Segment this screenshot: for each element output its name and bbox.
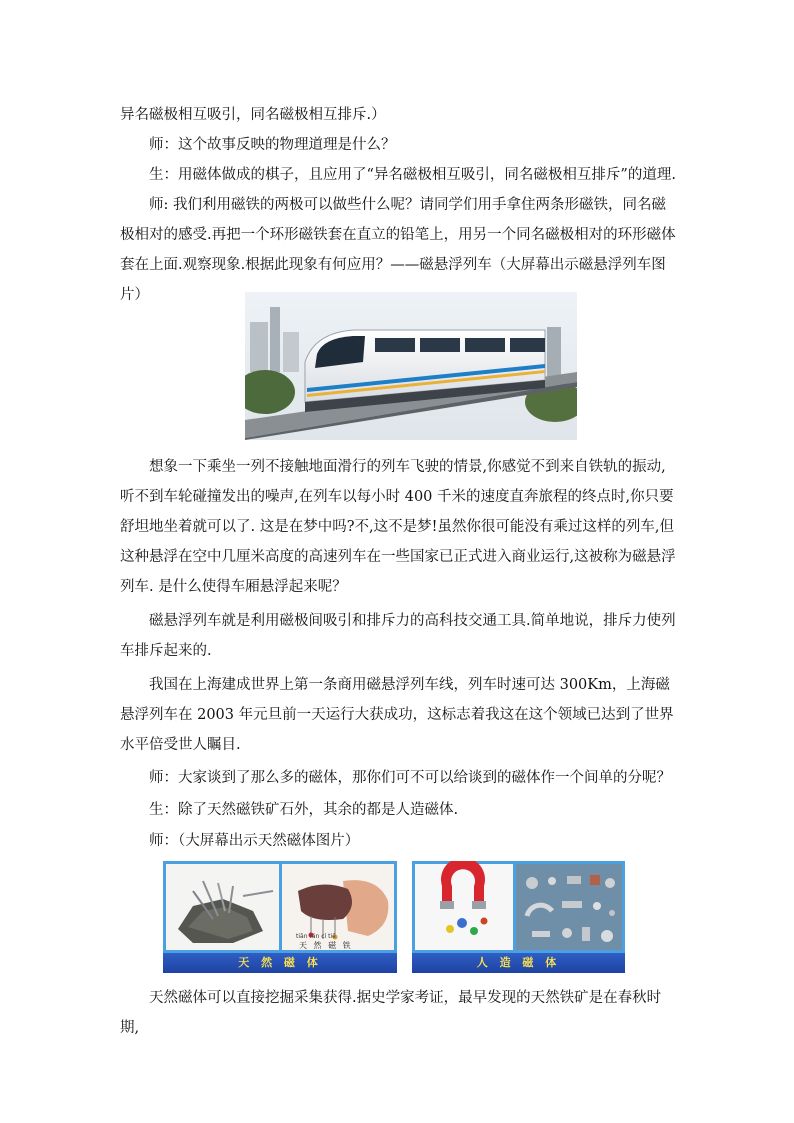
paragraph-4: 师: 我们利用磁铁的两极可以做些什么呢？请同学们用手拿住两条形磁铁，同名磁极相对的感受.再把一个环形磁铁套在直立的铅笔上，用另一个同名磁极相对的环形磁体套在上面.观察现象.根据此现象有何应用？——磁悬浮列车（大屏幕出示磁悬浮列车图片） (120, 197, 676, 303)
natural-pinyin-label: tiān rán cí tiě (296, 933, 336, 940)
artificial-magnets-image (412, 861, 625, 973)
paragraph-9: 生：除了天然磁铁矿石外，其余的都是人造磁体. (149, 802, 459, 818)
paragraph-5: 想象一下乘坐一列不接触地面滑行的列车飞驶的情景,你感觉不到来自铁轨的振动,听不到车轮碰撞发出的噪声,在列车以每小时 400 千米的速度直奔旅程的终点时,你只要舒坦地坐着就可以了. 这是在梦中吗?不,这不是梦!虽然你很可能没有乘过这样的列车,但这种悬浮在空中几厘米高度的高速列车在一些国家已正式进入商业运行,这被称为磁悬浮列车. 是什么使得车厢悬浮起来呢？ (120, 459, 676, 595)
paragraph-6: 磁悬浮列车就是利用磁极间吸引和排斥力的高科技交通工具.简单地说，排斥力使列车排斥起来的. (120, 613, 676, 659)
natural-magnets-caption: 天 然 磁 体 (163, 953, 397, 973)
paragraph-7: 我国在上海建成世界上第一条商用磁悬浮列车线，列车时速可达 300Km，上海磁悬浮列车在 2003 年元旦前一天运行大获成功，这标志着我这在这个领域已达到了世界水平倍受世人瞩目. (120, 677, 674, 753)
natural-hanzi-label: 天 然 磁 铁 (299, 941, 353, 950)
paragraph-3: 生：用磁体做成的棋子，且应用了“异名磁极相互吸引，同名磁极相互排斥”的道理. (149, 167, 676, 183)
natural-magnets-image (163, 861, 397, 973)
paragraph-11: 天然磁体可以直接挖掘采集获得.据史学家考证，最早发现的天然铁矿是在春秋时期, (120, 990, 662, 1036)
paragraph-1: 异名磁极相互吸引，同名磁极相互排斥.） (120, 107, 386, 123)
paragraph-2: 师：这个故事反映的物理道理是什么？ (149, 137, 396, 153)
paragraph-10: 师：（大屏幕出示天然磁体图片） (149, 833, 360, 849)
maglev-train-image (245, 292, 577, 440)
paragraph-8: 师：大家谈到了那么多的磁体，那你们可不可以给谈到的磁体作一个间单的分呢？ (149, 770, 671, 786)
artificial-magnets-caption: 人 造 磁 体 (412, 953, 625, 973)
